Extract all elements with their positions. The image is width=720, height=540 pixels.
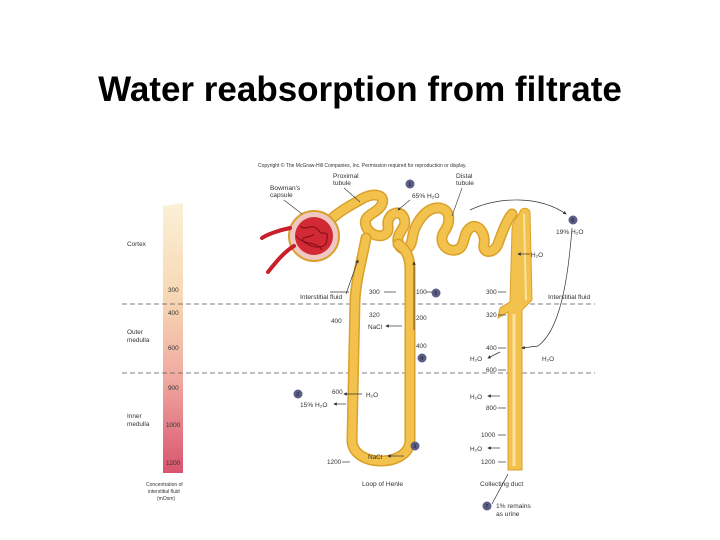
interstitial-fluid-left-label: Interstitial fluid bbox=[300, 294, 343, 301]
limb-value: 200 bbox=[416, 315, 427, 322]
inner-medulla-label-line1: Inner bbox=[127, 413, 142, 420]
slide-title: Water reabsorption from filtrate bbox=[98, 70, 622, 109]
duct-value: 1200 bbox=[481, 459, 496, 466]
outer-medulla-label-line2: medulla bbox=[127, 337, 150, 344]
step-arrow bbox=[398, 200, 410, 210]
gradient-value: 1000 bbox=[166, 422, 181, 429]
duct-value: 400 bbox=[486, 345, 497, 352]
step-3 bbox=[411, 442, 420, 451]
water-label: H₂O bbox=[366, 392, 379, 399]
limb-value: 100 bbox=[416, 289, 427, 296]
nephron-tubule bbox=[320, 195, 512, 461]
bowmans-capsule-label-line2: capsule bbox=[270, 192, 293, 199]
interstitial-fluid-right-label: Interstitial fluid bbox=[548, 294, 591, 301]
water-label: H₂O bbox=[470, 356, 483, 363]
proximal-tubule-label-line2: tubule bbox=[333, 180, 351, 187]
salt-label: NaCl bbox=[368, 454, 383, 461]
limb-value: 320 bbox=[369, 312, 380, 319]
gradient-caption-line: Concentration of bbox=[146, 482, 183, 488]
cortex-label: Cortex bbox=[127, 241, 146, 248]
water-arrow bbox=[488, 352, 500, 358]
outer-medulla-label-line1: Outer bbox=[127, 329, 143, 336]
collecting-duct-values bbox=[481, 289, 497, 466]
water-label: H₂O bbox=[542, 356, 555, 363]
collecting-duct-label: Collecting duct bbox=[480, 481, 524, 488]
duct-value: 300 bbox=[486, 289, 497, 296]
gradient-value: 1200 bbox=[166, 460, 181, 467]
step-number: 7 bbox=[485, 504, 489, 510]
collecting-duct bbox=[498, 208, 532, 470]
water-label: H₂O bbox=[470, 394, 483, 401]
copyright-text: Copyright © The McGraw-Hill Companies, Inc. Permission required for reproduction or display. bbox=[258, 163, 467, 169]
bowmans-capsule-glomerulus bbox=[262, 211, 339, 272]
step-text: 19% H₂O bbox=[556, 229, 584, 236]
salt-label: NaCl bbox=[368, 324, 383, 331]
limb-value: 1200 bbox=[327, 459, 342, 466]
limb-value: 600 bbox=[332, 389, 343, 396]
step-4 bbox=[418, 354, 427, 363]
step-text: 15% H₂O bbox=[300, 402, 328, 409]
gradient-value: 300 bbox=[168, 287, 179, 294]
step-number: 3 bbox=[413, 444, 417, 450]
duct-value: 1000 bbox=[481, 432, 496, 439]
proximal-tubule-label-line1: Proximal bbox=[333, 173, 359, 180]
step-number: 2 bbox=[296, 392, 300, 398]
duct-value: 800 bbox=[486, 405, 497, 412]
distal-tubule-label-line1: Distal bbox=[456, 173, 473, 180]
water-label: H₂O bbox=[470, 446, 483, 453]
distal-tubule-label-line2: tubule bbox=[456, 180, 474, 187]
gradient-caption-line: interstitial fluid bbox=[148, 489, 180, 495]
bowmans-capsule-label-line1: Bowman's bbox=[270, 185, 301, 192]
bowmans-capsule-pointer bbox=[284, 200, 302, 214]
limb-value: 400 bbox=[416, 343, 427, 350]
step-6-arrow bbox=[470, 200, 566, 214]
water-label: H₂O bbox=[531, 252, 544, 259]
duct-value: 320 bbox=[486, 312, 497, 319]
step-number: 5 bbox=[434, 291, 438, 297]
loop-of-henle-label: Loop of Henle bbox=[362, 481, 404, 488]
step-2 bbox=[294, 390, 328, 410]
gradient-caption bbox=[146, 482, 183, 502]
inner-medulla-label-line2: medulla bbox=[127, 421, 150, 428]
ascending-limb-values bbox=[416, 289, 427, 350]
step-text: 65% H₂O bbox=[412, 193, 440, 200]
duct-value: 600 bbox=[486, 367, 497, 374]
step-number: 4 bbox=[420, 356, 424, 362]
osmolarity-gradient-bar bbox=[163, 203, 183, 473]
step-number: 6 bbox=[571, 218, 575, 224]
step-7-pointer bbox=[492, 474, 508, 504]
limb-value: 300 bbox=[369, 289, 380, 296]
gradient-value: 900 bbox=[168, 385, 179, 392]
step-6 bbox=[556, 216, 583, 237]
limb-value: 400 bbox=[331, 318, 342, 325]
step-text-line1: 1% remains bbox=[496, 503, 531, 510]
step-5 bbox=[432, 289, 441, 298]
gradient-value: 600 bbox=[168, 345, 179, 352]
gradient-caption-line: (mOsm) bbox=[157, 496, 176, 502]
distal-tubule-pointer bbox=[452, 188, 462, 216]
step-text-line2: as urine bbox=[496, 511, 520, 518]
step-number: 1 bbox=[408, 182, 412, 188]
step-7 bbox=[483, 502, 532, 519]
gradient-value: 400 bbox=[168, 310, 179, 317]
